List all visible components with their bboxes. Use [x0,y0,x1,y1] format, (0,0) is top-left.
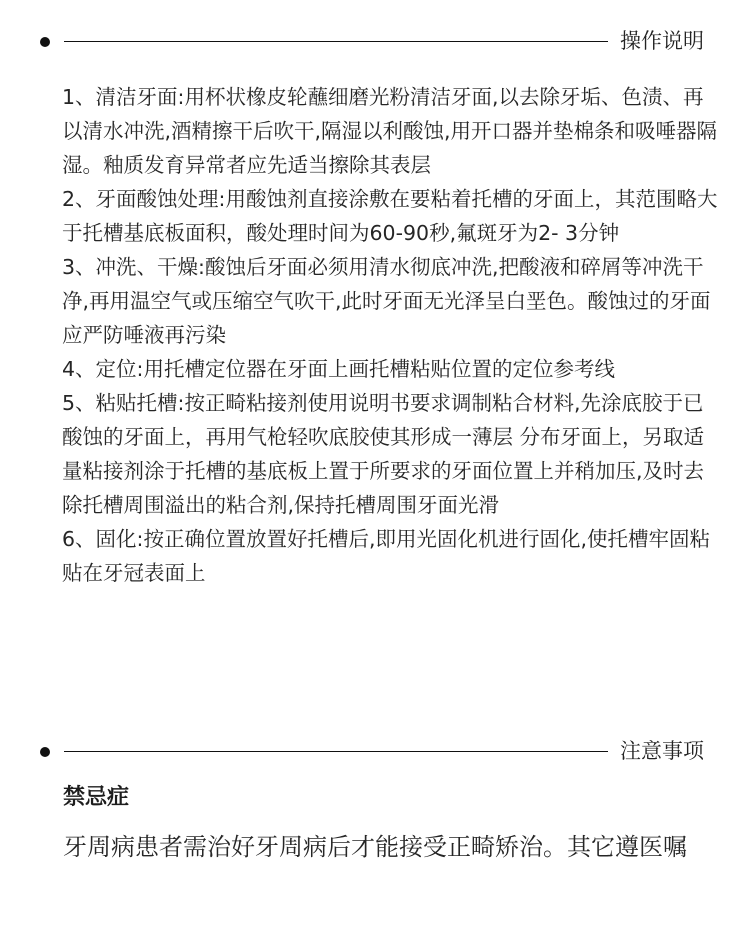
step-item-6: 6、固化:按正确位置放置好托槽后,即用光固化机进行固化,使托槽牢固粘贴在牙冠表面上 [62,527,710,585]
contraindication-heading: 禁忌症 [63,785,130,810]
operation-section-header [0,22,750,62]
operation-section-title: 操作说明 [620,29,704,53]
divider-line [64,751,608,752]
step-item-4: 4、定位:用托槽定位器在牙面上画托槽粘贴位置的定位参考线 [62,357,615,381]
cropped-top-fragment [118,0,318,4]
divider-line [64,41,608,42]
notice-section-header [0,732,750,772]
bullet-dot [40,747,50,757]
step-item-2: 2、牙面酸蚀处理:用酸蚀剂直接涂敷在要粘着托槽的牙面上，其范围略大于托槽基底板面积，酸处理时间为60-90秒,氟斑牙为2- 3分钟 [62,187,718,245]
operation-steps [62,80,722,590]
step-item-5: 5、粘贴托槽:按正畸粘接剂使用说明书要求调制粘合材料,先涂底胶于已酸蚀的牙面上，再用气枪轻吹底胶使其形成一薄层 分布牙面上，另取适量粘接剂涂于托槽的基底板上置于所要求的牙面位置上并稍加压,及时去除托槽周围溢出的粘合剂,保持托槽周围牙面光滑 [62,391,705,517]
step-item-3: 3、冲洗、干燥:酸蚀后牙面必须用清水彻底冲洗,把酸液和碎屑等冲洗干净,再用温空气或压缩空气吹干,此时牙面无光泽呈白垩色。酸蚀过的牙面应严防唾液再污染 [62,255,711,347]
bullet-dot [40,37,50,47]
step-item-1: 1、清洁牙面:用杯状橡皮轮蘸细磨光粉清洁牙面,以去除牙垢、色渍、再以清水冲洗,酒精擦干后吹干,隔湿以利酸蚀,用开口器并垫棉条和吸唾器隔湿。釉质发育异常者应先适当擦除其表层 [62,85,718,177]
notice-section-title: 注意事项 [620,739,704,763]
contraindication-text: 牙周病患者需治好牙周病后才能接受正畸矫治。其它遵医嘱 [63,833,687,861]
